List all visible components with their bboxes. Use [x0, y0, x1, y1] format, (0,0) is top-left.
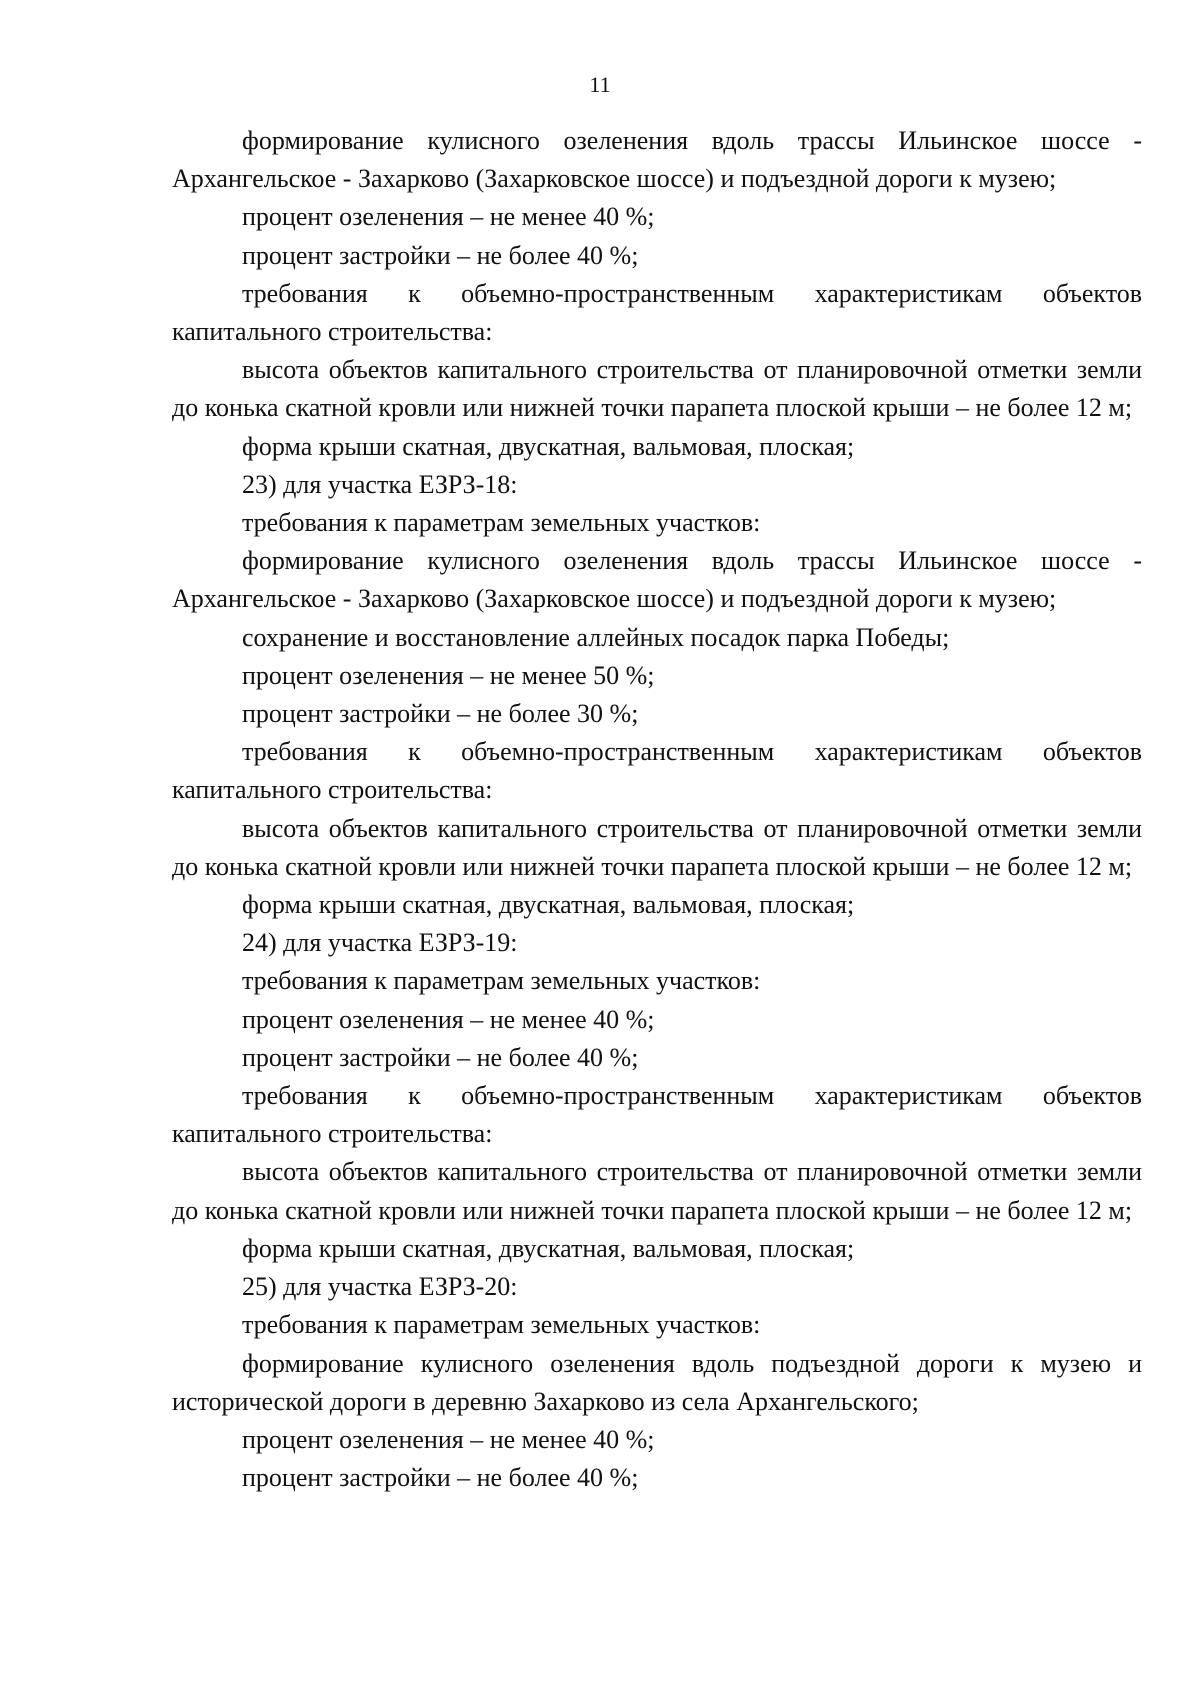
paragraph: процент застройки – не более 30 %;	[242, 699, 639, 729]
paragraph: форма крыши скатная, двускатная, вальмовая, плоская;	[242, 1233, 855, 1263]
section-heading: 24) для участка ЕЗРЗ-19:	[242, 928, 518, 958]
paragraph: требования к параметрам земельных участков:	[242, 1310, 761, 1340]
paragraph: процент застройки – не более 40 %;	[242, 240, 639, 270]
paragraph: высота объектов капитального строительства от планировочной отметки земли до конька скатной кровли или нижней точки парапета плоской крыши – не более 12 м;	[172, 813, 1142, 881]
paragraph: формирование кулисного озеленения вдоль трассы Ильинское шоссе - Архангельское - Захарково (Захарковское шоссе) и подъездной дороги к музею;	[172, 126, 1142, 194]
paragraph: требования к объемно-пространственным характеристикам объектов капитального строительства:	[172, 278, 1142, 347]
document-body	[172, 122, 1142, 1497]
section-heading: 23) для участка ЕЗРЗ-18:	[242, 469, 518, 499]
paragraph: требования к параметрам земельных участков:	[242, 508, 761, 538]
paragraph: процент озеленения – не менее 40 %;	[242, 1424, 655, 1454]
page-number: 11	[589, 72, 611, 97]
paragraph: требования к объемно-пространственным характеристикам объектов капитального строительства:	[172, 1081, 1142, 1149]
paragraph: форма крыши скатная, двускатная, вальмовая, плоская;	[242, 431, 855, 461]
paragraph: требования к параметрам земельных участков:	[242, 966, 761, 996]
paragraph: высота объектов капитального строительства от планировочной отметки земли до конька скатной кровли или нижней точки парапета плоской крыши – не более 12 м;	[172, 1157, 1142, 1225]
paragraph: процент озеленения – не менее 40 %;	[242, 202, 655, 232]
paragraph: формирование кулисного озеленения вдоль трассы Ильинское шоссе - Архангельское - Захарково (Захарковское шоссе) и подъездной дороги к музею;	[172, 546, 1142, 614]
paragraph: процент застройки – не более 40 %;	[242, 1463, 639, 1493]
paragraph: требования к объемно-пространственным характеристикам объектов капитального строительства:	[172, 737, 1142, 805]
paragraph: процент озеленения – не менее 40 %;	[242, 1004, 655, 1034]
paragraph: процент озеленения – не менее 50 %;	[242, 660, 655, 690]
paragraph: высота объектов капитального строительства от планировочной отметки земли до конька скатной кровли или нижней точки парапета плоской крыши – не более 12 м;	[172, 355, 1142, 423]
paragraph: сохранение и восстановление аллейных посадок парка Победы;	[242, 622, 950, 652]
section-heading: 25) для участка ЕЗРЗ-20:	[242, 1272, 518, 1302]
paragraph: процент застройки – не более 40 %;	[242, 1042, 639, 1072]
paragraph: форма крыши скатная, двускатная, вальмовая, плоская;	[242, 890, 855, 920]
paragraph: формирование кулисного озеленения вдоль подъездной дороги к музею и исторической дороги в деревню Захарково из села Архангельского;	[172, 1348, 1142, 1416]
